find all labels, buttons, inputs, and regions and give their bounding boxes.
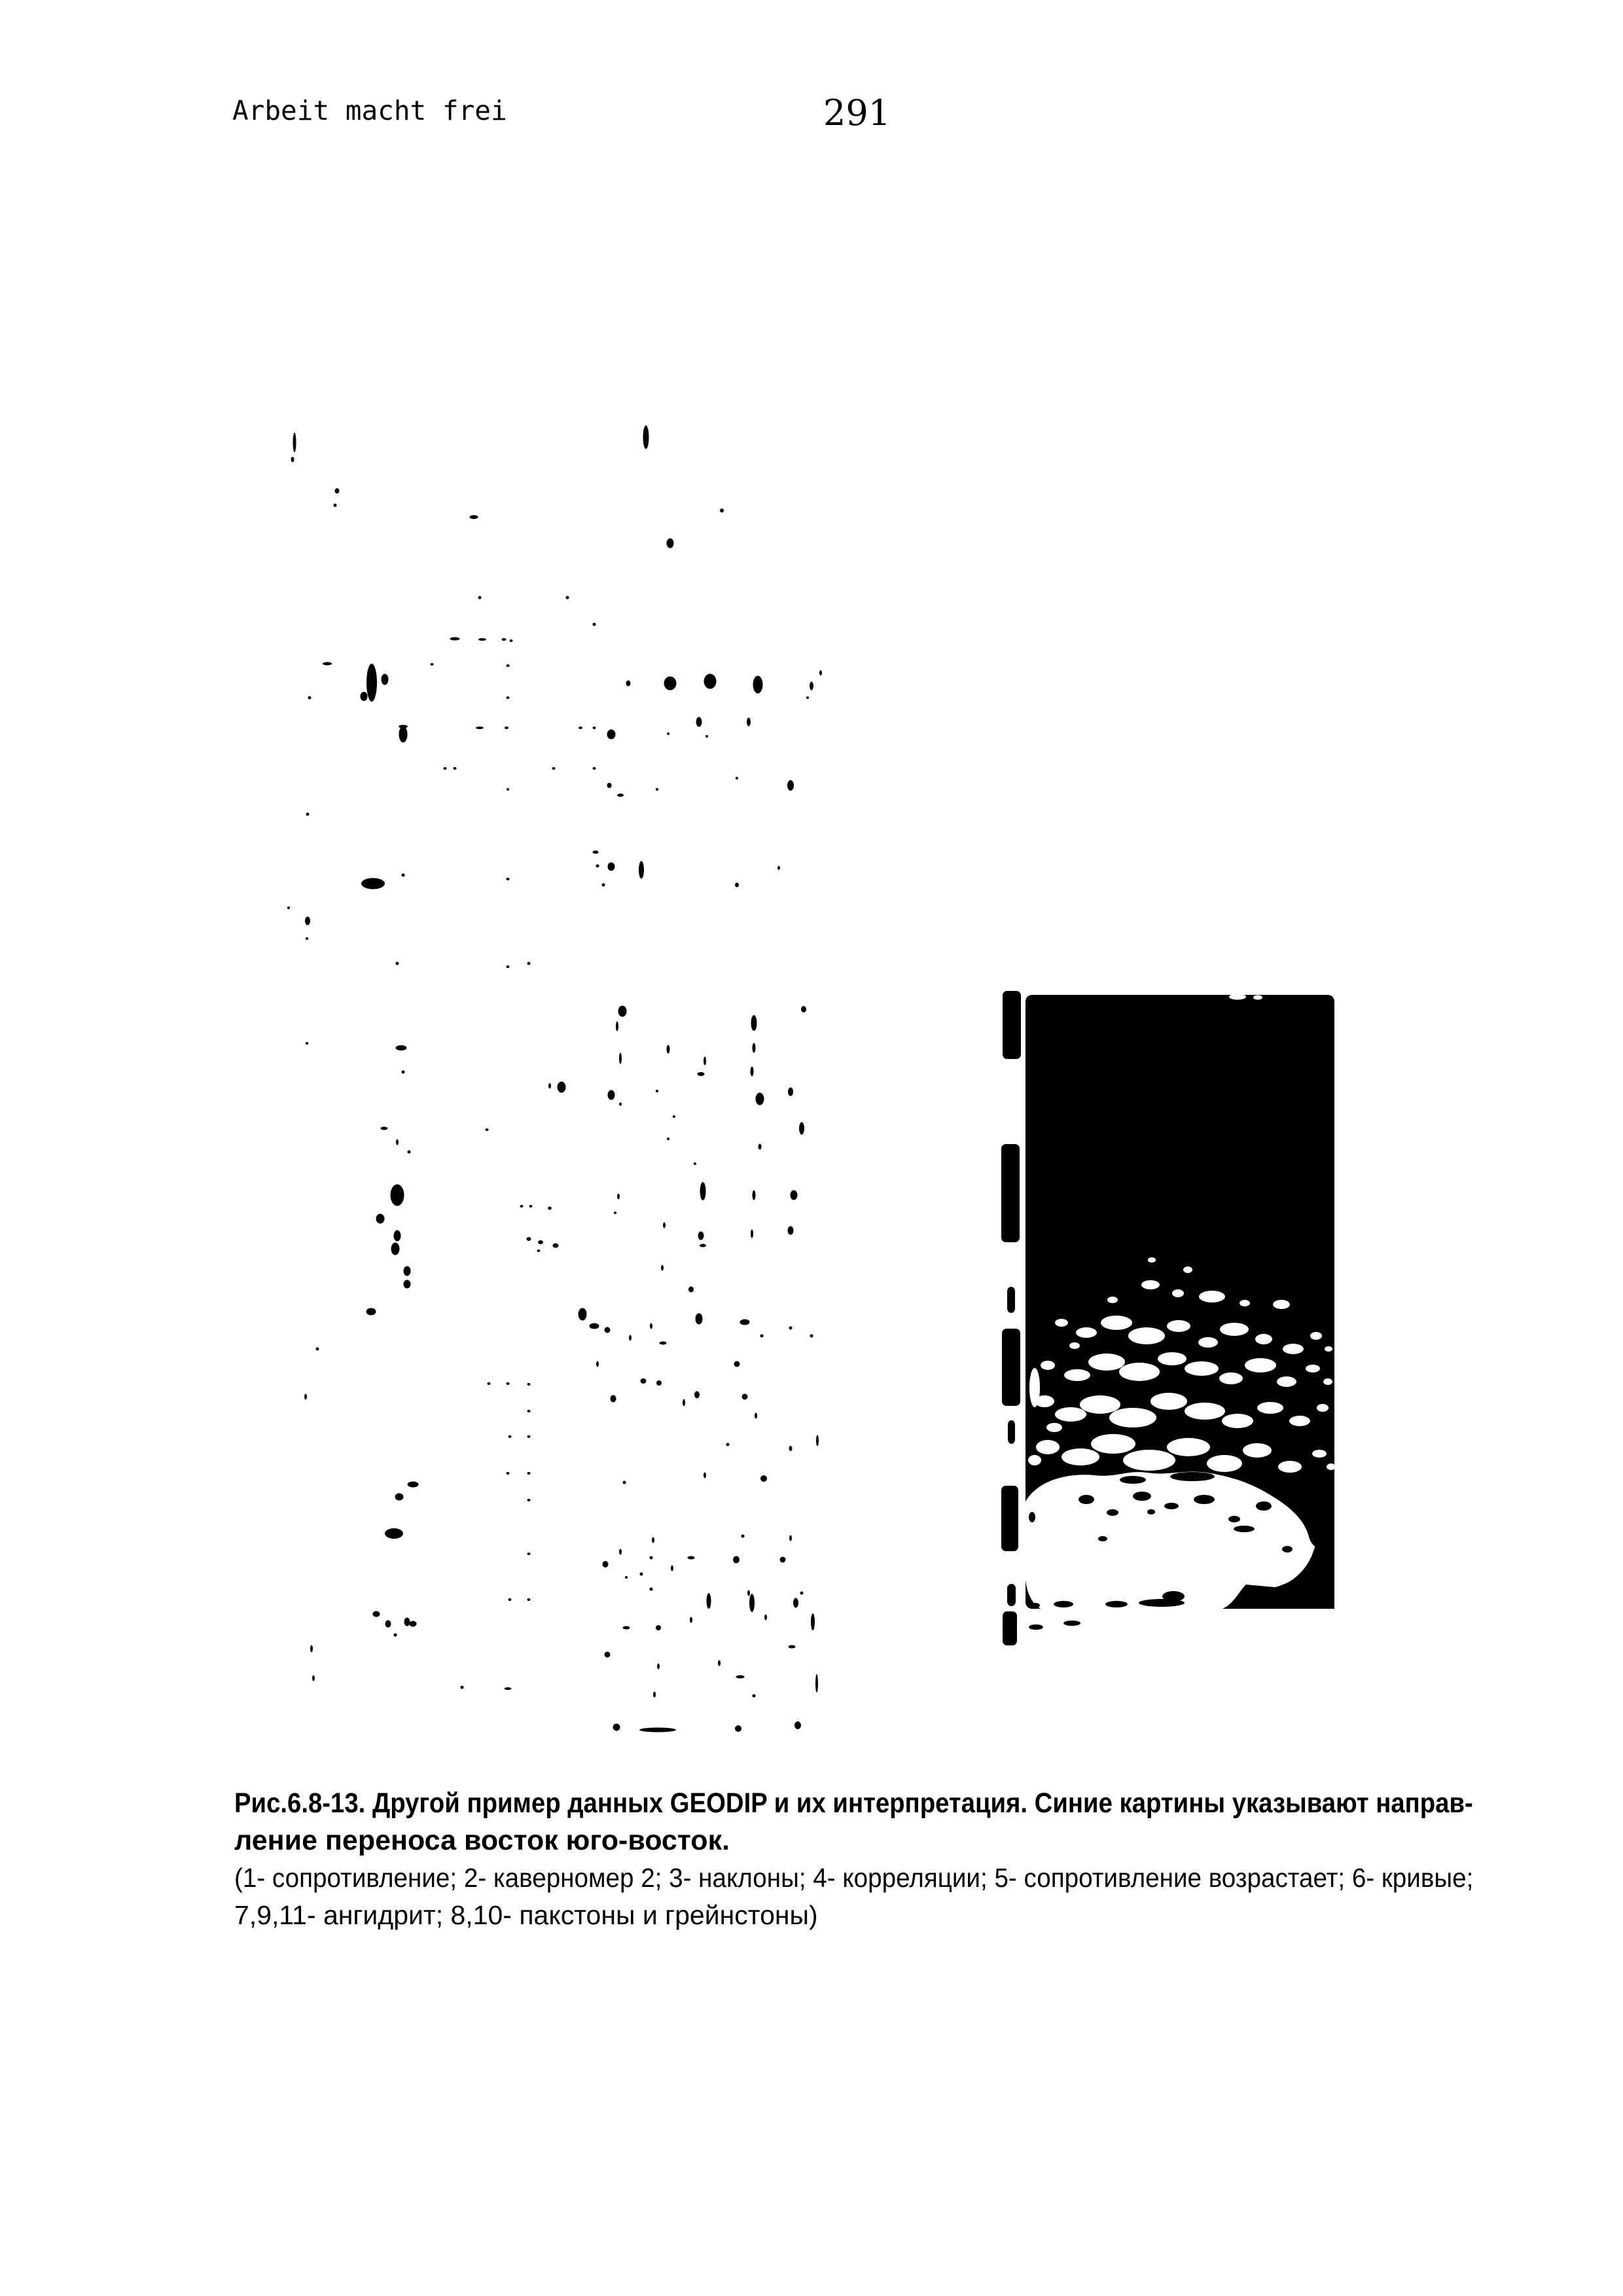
page-number: 291 [823,92,891,134]
running-header-title: Arbeit macht frei [232,95,507,126]
caption-line-2: ление переноса восток юго-восток. [234,1825,730,1856]
left-log-scan-marks [287,425,822,1732]
caption-line-3: (1- сопротивление; 2- каверномер 2; 3- наклоны; 4- корреляции; 5- сопротивление возрастает; 6- кривые; [234,1863,1474,1893]
figure-caption [234,1785,1473,1934]
caption-line-1: Рис.6.8-13. Другой пример данных GEODIP и их интерпретация. Синие картины указывают направ- [234,1787,1473,1819]
caption-line-4: 7,9,11- ангидрит; 8,10- пакстоны и грейнстоны) [234,1900,818,1930]
right-dark-photo-strip [1001,991,1336,1645]
